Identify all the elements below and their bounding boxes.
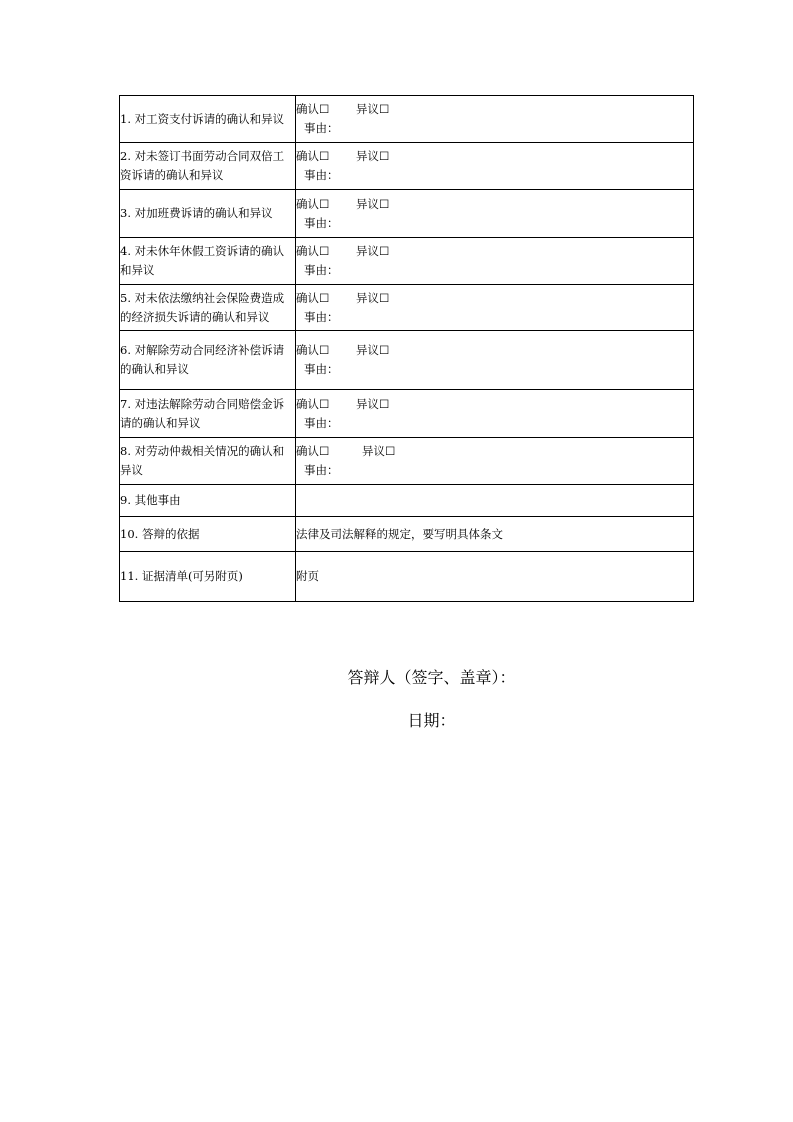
reason-label: 事由： bbox=[304, 362, 339, 376]
item-label: 2. 对未签订书面劳动合同双倍工资诉请的确认和异议 bbox=[120, 143, 296, 190]
response-cell[interactable] bbox=[296, 96, 694, 143]
reason-label: 事由： bbox=[304, 415, 339, 430]
response-cell[interactable] bbox=[296, 390, 694, 438]
response-cell[interactable] bbox=[296, 143, 694, 190]
confirm-checkbox[interactable]: 确认☐ bbox=[296, 102, 330, 116]
table-row bbox=[120, 390, 694, 438]
table-row bbox=[120, 190, 694, 238]
basis-text: 法律及司法解释的规定，要写明具体条文 bbox=[296, 526, 503, 541]
object-checkbox[interactable]: 异议☐ bbox=[356, 244, 390, 258]
object-checkbox[interactable]: 异议☐ bbox=[356, 343, 390, 357]
object-checkbox[interactable]: 异议☐ bbox=[362, 444, 396, 458]
response-cell[interactable] bbox=[296, 285, 694, 331]
object-checkbox[interactable]: 异议☐ bbox=[356, 396, 390, 411]
item-label: 11. 证据清单(可另附页) bbox=[120, 552, 296, 602]
object-checkbox[interactable]: 异议☐ bbox=[356, 149, 390, 163]
table-row bbox=[120, 143, 694, 190]
item-label: 4. 对未休年休假工资诉请的确认和异议 bbox=[120, 238, 296, 285]
signature-line: 答辩人（签字、盖章）： bbox=[347, 668, 516, 687]
table-row bbox=[120, 238, 694, 285]
response-cell[interactable] bbox=[296, 331, 694, 390]
basis-cell[interactable] bbox=[296, 517, 694, 552]
confirm-checkbox[interactable]: 确认☐ bbox=[296, 396, 330, 411]
table-row bbox=[120, 485, 694, 517]
reason-label: 事由： bbox=[304, 463, 339, 477]
response-cell[interactable] bbox=[296, 438, 694, 485]
table-row bbox=[120, 438, 694, 485]
object-checkbox[interactable]: 异议☐ bbox=[356, 290, 390, 305]
reason-label: 事由： bbox=[304, 309, 339, 324]
other-reason-cell[interactable] bbox=[296, 485, 694, 517]
object-checkbox[interactable]: 异议☐ bbox=[356, 102, 390, 116]
object-checkbox[interactable]: 异议☐ bbox=[356, 196, 390, 211]
confirm-checkbox[interactable]: 确认☐ bbox=[296, 149, 330, 163]
confirm-checkbox[interactable]: 确认☐ bbox=[296, 290, 330, 305]
table-row bbox=[120, 96, 694, 143]
item-label: 10. 答辩的依据 bbox=[120, 517, 296, 552]
defense-form-table bbox=[119, 95, 694, 602]
item-label: 9. 其他事由 bbox=[120, 485, 296, 517]
table-row bbox=[120, 285, 694, 331]
response-cell[interactable] bbox=[296, 190, 694, 238]
confirm-checkbox[interactable]: 确认☐ bbox=[296, 343, 330, 357]
response-cell[interactable] bbox=[296, 238, 694, 285]
table-row bbox=[120, 552, 694, 602]
item-label: 3. 对加班费诉请的确认和异议 bbox=[120, 190, 296, 238]
item-label: 6. 对解除劳动合同经济补偿诉请的确认和异议 bbox=[120, 331, 296, 390]
confirm-checkbox[interactable]: 确认☐ bbox=[296, 196, 330, 211]
table-row bbox=[120, 517, 694, 552]
item-label: 7. 对违法解除劳动合同赔偿金诉请的确认和异议 bbox=[120, 390, 296, 438]
reason-label: 事由： bbox=[304, 168, 339, 182]
confirm-checkbox[interactable]: 确认☐ bbox=[296, 444, 330, 458]
item-label: 1. 对工资支付诉请的确认和异议 bbox=[120, 96, 296, 143]
evidence-cell[interactable] bbox=[296, 552, 694, 602]
reason-label: 事由： bbox=[304, 215, 339, 230]
reason-label: 事由： bbox=[304, 263, 339, 277]
item-label: 8. 对劳动仲裁相关情况的确认和异议 bbox=[120, 438, 296, 485]
item-label: 5. 对未依法缴纳社会保险费造成的经济损失诉请的确认和异议 bbox=[120, 285, 296, 331]
table-row bbox=[120, 331, 694, 390]
date-line: 日期： bbox=[407, 711, 456, 730]
evidence-text: 附页 bbox=[296, 569, 319, 583]
reason-label: 事由： bbox=[304, 121, 339, 135]
confirm-checkbox[interactable]: 确认☐ bbox=[296, 244, 330, 258]
